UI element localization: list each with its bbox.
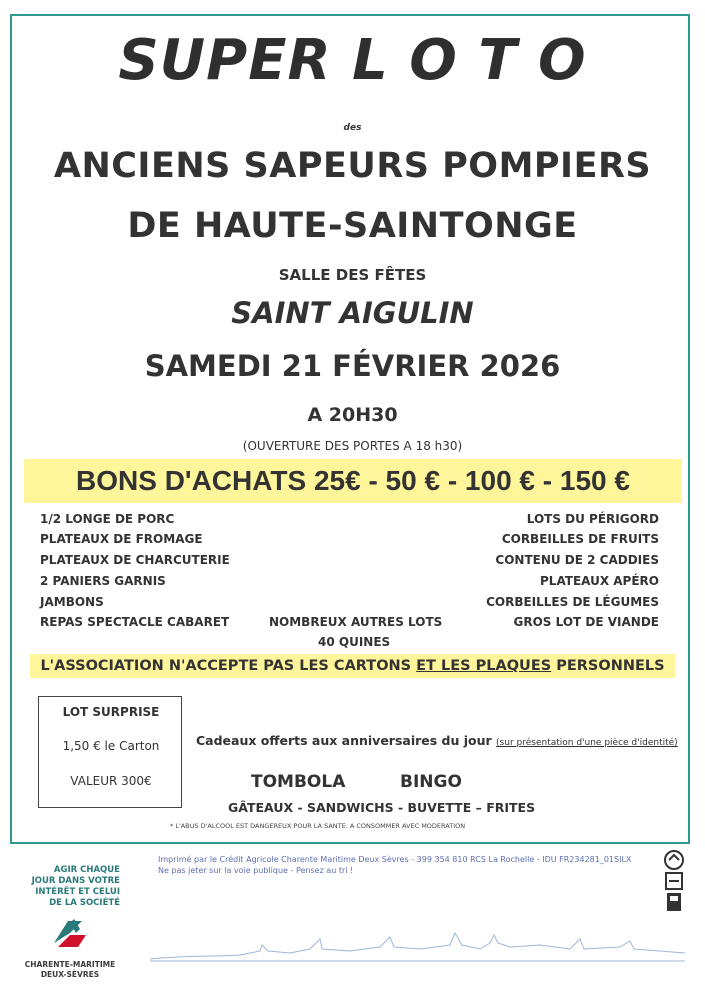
printer-info: Imprimé par le Crédit Agricole Charente Maritime Deux Sèvres - 399 354 810 RCS La Rochelle - IDU FR234281_01SILX [158, 855, 632, 864]
bons-achats-banner: BONS D'ACHATS 25€ - 50 € - 100 € - 150 € [24, 459, 682, 503]
association-notice-part3: PERSONNELS [551, 658, 665, 674]
association-notice-part2: ET LES PLAQUES [416, 658, 552, 674]
association-notice-part1: L'ASSOCIATION N'ACCEPTE PAS LES CARTONS [40, 658, 417, 674]
birthday-gifts-note: (sur présentation d'une pièce d'identité) [496, 738, 678, 748]
ca-logo-icon [50, 917, 90, 951]
ca-slogan-line-4: DE LA SOCIÉTÉ [49, 898, 120, 908]
skyline-illustration [150, 925, 685, 965]
tombola: TOMBOLA [251, 772, 346, 792]
bingo: BINGO [400, 772, 462, 792]
birthday-gifts-text: Cadeaux offerts aux anniversaires du jour [196, 733, 497, 748]
ca-slogan [28, 865, 120, 909]
venue: SALLE DES FÊTES [278, 266, 427, 284]
ca-slogan-line-1: AGIR CHAQUE [53, 865, 120, 875]
des-label: des [343, 123, 362, 133]
recycle-note: Ne pas jeter sur la voie publique - Pensez au tri ! [158, 866, 354, 875]
prize-right-1: LOTS DU PÉRIGORD [526, 512, 659, 526]
birthday-gifts [196, 733, 678, 748]
organizer-line-2: DE HAUTE-SAINTONGE [127, 206, 578, 246]
poster-title: SUPER L O T O [118, 28, 587, 93]
lot-surprise-value: VALEUR 300€ [70, 774, 152, 788]
prize-right-6: GROS LOT DE VIANDE [513, 615, 659, 629]
recycle-icon [662, 849, 686, 871]
town: SAINT AIGULIN [231, 296, 474, 330]
prize-left-2: PLATEAUX DE FROMAGE [40, 532, 203, 546]
prize-center-2: 40 QUINES [318, 635, 391, 649]
event-time: A 20H30 [307, 404, 398, 426]
event-date: SAMEDI 21 FÉVRIER 2026 [144, 349, 561, 383]
lot-surprise-box [38, 696, 182, 808]
prize-right-2: CORBEILLES DE FRUITS [501, 532, 659, 546]
waste-bin-icon [664, 871, 684, 913]
prize-left-5: JAMBONS [40, 595, 104, 609]
organizer-line-1: ANCIENS SAPEURS POMPIERS [53, 146, 652, 186]
food-and-drinks: GÂTEAUX - SANDWICHS - BUVETTE – FRITES [228, 800, 536, 815]
prize-center-1: NOMBREUX AUTRES LOTS [269, 615, 443, 629]
ca-region-line-2: DEUX-SÈVRES [40, 970, 100, 979]
prize-left-1: 1/2 LONGE DE PORC [40, 512, 175, 526]
lot-surprise-title: LOT SURPRISE [62, 705, 160, 719]
ca-slogan-line-2: JOUR DANS VOTRE [31, 876, 120, 886]
ca-regional-name [20, 960, 120, 980]
ca-region-line-1: CHARENTE-MARITIME [24, 960, 116, 969]
prize-right-4: PLATEAUX APÉRO [540, 574, 659, 588]
prize-left-4: 2 PANIERS GARNIS [40, 574, 166, 588]
alcohol-warning: * L'ABUS D'ALCOOL EST DANGEREUX POUR LA SANTE. A CONSOMMER AVEC MODERATION [170, 822, 466, 830]
association-notice [30, 654, 675, 678]
prize-left-6: REPAS SPECTACLE CABARET [40, 615, 230, 629]
doors-opening: (OUVERTURE DES PORTES A 18 h30) [242, 439, 463, 453]
carton-price: 1,50 € le Carton [62, 739, 160, 753]
prize-right-5: CORBEILLES DE LÉGUMES [486, 595, 659, 609]
prize-left-3: PLATEAUX DE CHARCUTERIE [40, 553, 230, 567]
prize-right-3: CONTENU DE 2 CADDIES [495, 553, 659, 567]
ca-slogan-line-3: INTÉRÊT ET CELUI [35, 887, 120, 897]
